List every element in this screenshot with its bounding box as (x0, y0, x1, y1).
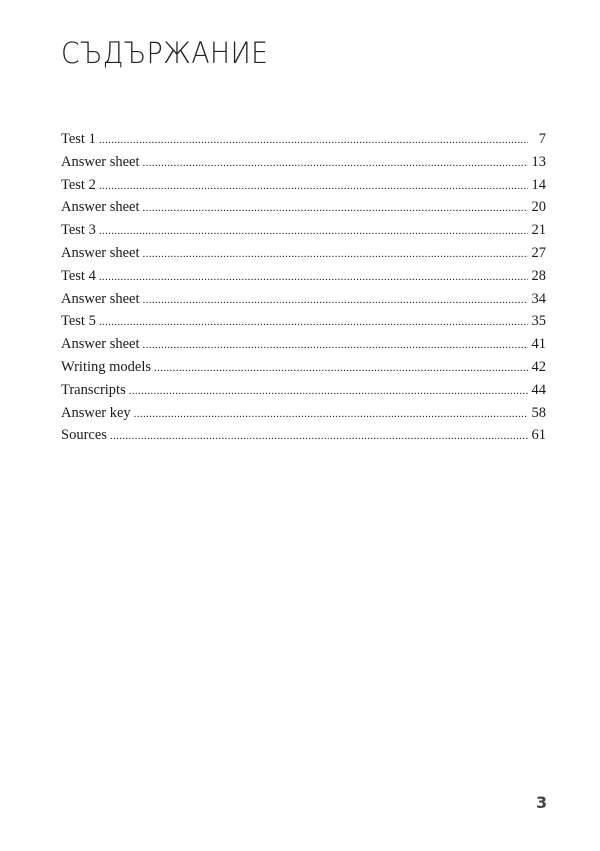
toc-entry-page: 58 (531, 404, 546, 421)
toc-entry-page: 41 (531, 336, 546, 353)
toc-entry-page: 34 (531, 290, 546, 307)
dot-leader (143, 289, 528, 312)
dot-leader (143, 243, 528, 266)
toc-row[interactable] (61, 174, 546, 197)
dot-leader (99, 266, 528, 289)
dot-leader (143, 197, 528, 220)
toc-row[interactable] (61, 219, 546, 242)
dot-leader (134, 403, 528, 426)
toc-row[interactable] (61, 288, 546, 311)
toc-entry-page: 13 (531, 153, 546, 170)
toc-entry-page: 21 (531, 222, 546, 239)
toc-row[interactable] (61, 265, 546, 288)
toc-entry-page: 61 (531, 427, 546, 444)
dot-leader (99, 311, 528, 334)
table-of-contents (61, 128, 546, 447)
toc-entry-label: Writing models (61, 358, 152, 375)
toc-entry-label: Answer sheet (61, 153, 140, 170)
toc-row[interactable] (61, 402, 546, 425)
toc-row[interactable] (61, 310, 546, 333)
toc-row[interactable] (61, 151, 546, 174)
toc-entry-label: Sources (61, 427, 107, 444)
dot-leader (143, 334, 528, 357)
toc-entry-page: 27 (531, 244, 546, 261)
toc-entry-label: Test 2 (61, 176, 96, 193)
dot-leader (110, 425, 528, 448)
toc-row[interactable] (61, 242, 546, 265)
toc-row[interactable] (61, 356, 546, 379)
dot-leader (99, 175, 528, 198)
toc-entry-label: Test 4 (61, 267, 96, 284)
toc-entry-label: Transcripts (61, 381, 126, 398)
toc-entry-page: 7 (538, 131, 546, 147)
toc-entry-page: 28 (531, 267, 546, 284)
toc-row[interactable] (61, 196, 546, 219)
page-title: СЪДЪРЖАНИЕ (61, 36, 269, 70)
toc-row[interactable] (61, 333, 546, 356)
toc-entry-page: 44 (531, 381, 546, 398)
toc-entry-page: 35 (531, 313, 546, 330)
toc-entry-page: 20 (531, 199, 546, 216)
dot-leader (143, 152, 528, 175)
toc-entry-label: Test 5 (61, 313, 96, 330)
toc-row[interactable] (61, 128, 546, 151)
toc-entry-page: 42 (531, 358, 546, 375)
toc-entry-page: 14 (531, 176, 546, 193)
toc-entry-label: Test 1 (61, 131, 96, 147)
toc-entry-label: Answer sheet (61, 244, 140, 261)
page-number: 3 (536, 793, 548, 812)
dot-leader (99, 129, 528, 152)
toc-entry-label: Answer sheet (61, 336, 140, 353)
toc-row[interactable] (61, 424, 546, 447)
toc-entry-label: Answer sheet (61, 199, 140, 216)
dot-leader (154, 357, 527, 380)
toc-entry-label: Test 3 (61, 222, 96, 239)
dot-leader (99, 220, 528, 243)
dot-leader (129, 380, 528, 403)
toc-entry-label: Answer sheet (61, 290, 140, 307)
toc-row[interactable] (61, 379, 546, 402)
toc-entry-label: Answer key (61, 404, 131, 421)
